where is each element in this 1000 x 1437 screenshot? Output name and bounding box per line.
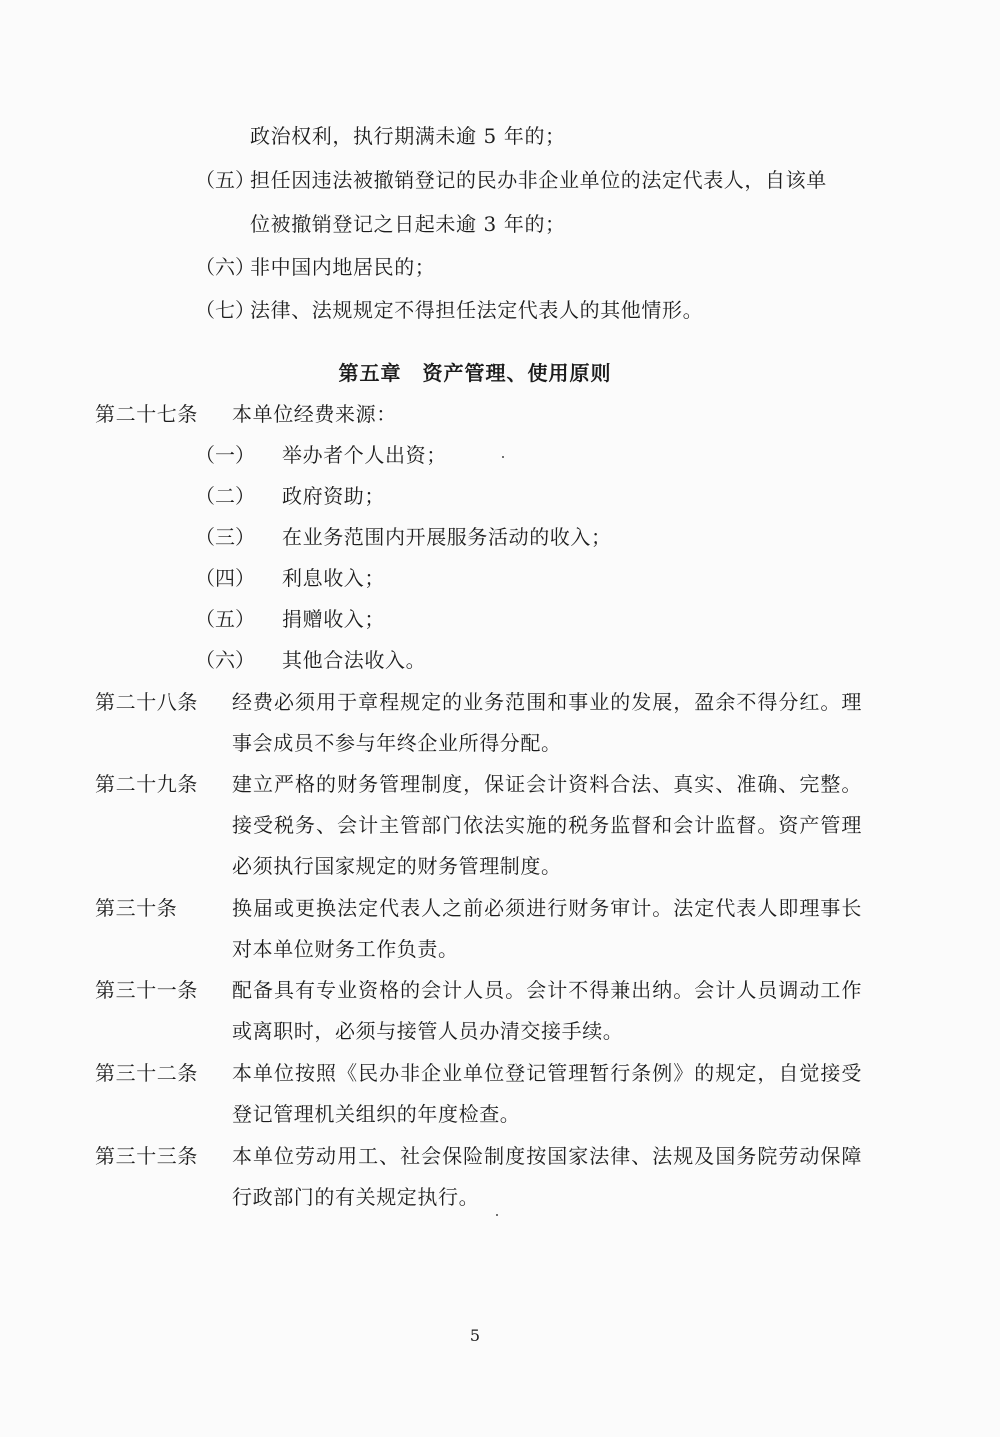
item-7-line-1: 法律、法规规定不得担任法定代表人的其他情形。 (250, 298, 704, 322)
source-marker-3: （三） (195, 525, 255, 549)
item-5-line-1: 担任因违法被撤销登记的民办非企业单位的法定代表人，自该单 (250, 168, 827, 192)
scan-speck (496, 1214, 498, 1216)
source-marker-2: （二） (195, 484, 255, 508)
source-marker-1: （一） (195, 443, 255, 467)
source-item-5: 捐赠收入； (282, 607, 385, 631)
item-marker-5: （五） (195, 168, 255, 192)
source-marker-5: （五） (195, 607, 255, 631)
article-30-label: 第三十条 (95, 896, 178, 920)
item-5-line-2: 位被撤销登记之日起未逾 3 年的； (250, 212, 566, 236)
article-32-label: 第三十二条 (95, 1061, 198, 1085)
article-29-text: 建立严格的财务管理制度，保证会计资料合法、真实、准确、完整。接受税务、会计主管部门依法实施的税务监督和会计监督。资产管理必须执行国家规定的财务管理制度。 (232, 772, 862, 878)
continuation-line: 政治权利，执行期满未逾 5 年的； (250, 124, 566, 148)
page-number: 5 (469, 1326, 481, 1345)
source-item-4: 利息收入； (282, 566, 385, 590)
source-marker-6: （六） (195, 648, 255, 672)
article-27-text: 本单位经费来源： (232, 402, 397, 426)
source-item-6: 其他合法收入。 (282, 648, 427, 672)
source-item-1: 举办者个人出资； (282, 443, 447, 467)
source-marker-4: （四） (195, 566, 255, 590)
article-32-text: 本单位按照《民办非企业单位登记管理暂行条例》的规定，自觉接受登记管理机关组织的年度检查。 (232, 1061, 862, 1126)
source-item-2: 政府资助； (282, 484, 385, 508)
article-31-label: 第三十一条 (95, 978, 198, 1002)
chapter-title: 第五章 资产管理、使用原则 (338, 361, 612, 385)
article-31-text: 配备具有专业资格的会计人员。会计不得兼出纳。会计人员调动工作或离职时，必须与接管人员办清交接手续。 (232, 978, 862, 1043)
article-29-label: 第二十九条 (95, 772, 198, 796)
item-marker-6: （六） (195, 255, 255, 279)
source-item-3: 在业务范围内开展服务活动的收入； (282, 525, 612, 549)
article-28-label: 第二十八条 (95, 690, 198, 714)
article-27-label: 第二十七条 (95, 402, 198, 426)
item-6-line-1: 非中国内地居民的； (250, 255, 436, 279)
item-marker-7: （七） (195, 298, 255, 322)
article-30-text: 换届或更换法定代表人之前必须进行财务审计。法定代表人即理事长对本单位财务工作负责。 (232, 896, 862, 961)
scan-speck (502, 456, 504, 458)
article-28-text: 经费必须用于章程规定的业务范围和事业的发展，盈余不得分红。理事会成员不参与年终企业所得分配。 (232, 690, 862, 755)
article-33-label: 第三十三条 (95, 1144, 198, 1168)
article-33-text: 本单位劳动用工、社会保险制度按国家法律、法规及国务院劳动保障行政部门的有关规定执行。 (232, 1144, 862, 1209)
